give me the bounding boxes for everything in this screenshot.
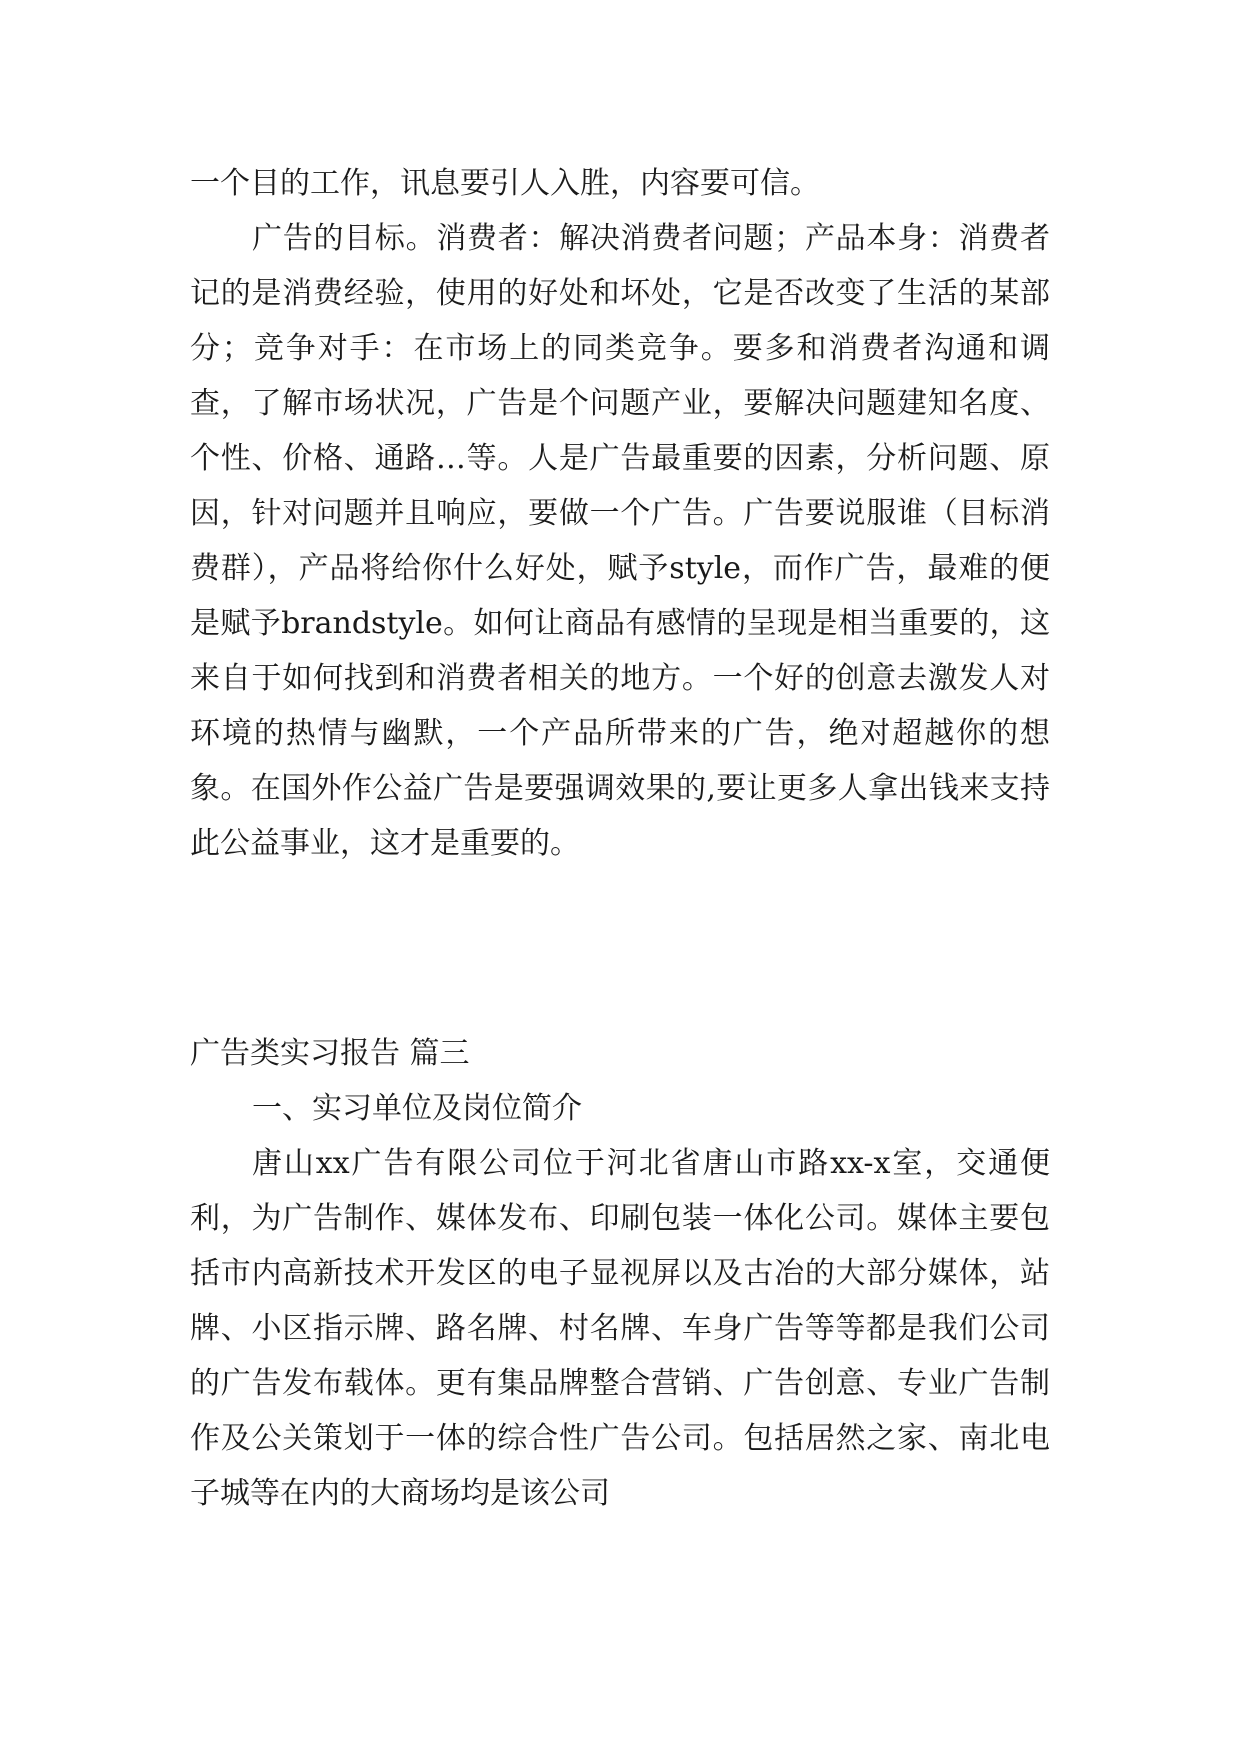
paragraph-company-intro: 唐山xx广告有限公司位于河北省唐山市路xx-x室，交通便利，为广告制作、媒体发布、印刷包装一体化公司。媒体主要包括市内高新技术开发区的电子显视屏以及古冶的大部分媒体，站牌、小区指示牌、路名牌、村名牌、车身广告等等都是我们公司的广告发布载体。更有集品牌整合营销、广告创意、专业广告制作及公关策划于一体的综合性广告公司。包括居然之家、南北电子城等在内的大商场均是该公司 (190, 1146, 1050, 1511)
paragraph-ad-goals: 广告的目标。消费者：解决消费者问题；产品本身：消费者记的是消费经验，使用的好处和坏处，它是否改变了生活的某部分；竞争对手：在市场上的同类竞争。要多和消费者沟通和调查，了解市场状况，广告是个问题产业，要解决问题建知名度、个性、价格、通路…等。人是广告最重要的因素，分析问题、原因，针对问题并且响应，要做一个广告。广告要说服谁（目标消费群），产品将给你什么好处，赋予style，而作广告，最难的便是赋予brandstyle。如何让商品有感情的呈现是相当重要的，这来自于如何找到和消费者相关的地方。一个好的创意去激发人对环境的热情与幽默，一个产品所带来的广告，绝对超越你的想象。在国外作公益广告是要强调效果的,要让更多人拿出钱来支持此公益事业，这才是重要的。 (190, 221, 1050, 861)
section-heading: 广告类实习报告 篇三 (190, 1036, 470, 1071)
subheading-internship-unit: 一、实习单位及岗位简介 (252, 1091, 582, 1126)
paragraph-continuation: 一个目的工作，讯息要引人入胜，内容要可信。 (190, 166, 820, 201)
